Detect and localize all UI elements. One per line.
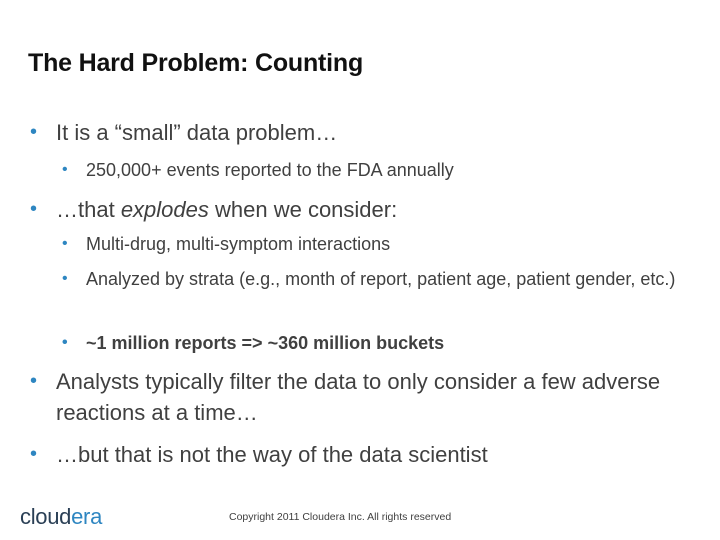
sub-bullet-buckets bbox=[62, 330, 702, 356]
bullet-dot: • bbox=[62, 270, 68, 287]
bullet-text: …but that is not the way of the data scientist bbox=[56, 442, 488, 467]
bullet-text-post: when we consider: bbox=[208, 197, 398, 222]
bullet-text: Analysts typically filter the data to only consider a few adverse reactions at a time… bbox=[56, 369, 661, 425]
bullet-small-data-problem bbox=[30, 117, 690, 148]
bullet-dot: • bbox=[30, 443, 38, 465]
bullet-text: ~1 million reports => ~360 million buckets bbox=[86, 333, 445, 353]
bullet-text: Multi-drug, multi-symptom interactions bbox=[86, 234, 391, 254]
sub-bullet-fda-events bbox=[62, 157, 702, 183]
slide-title: The Hard Problem: Counting bbox=[28, 49, 364, 77]
bullet-explodes bbox=[30, 194, 690, 225]
bullet-dot: • bbox=[30, 198, 38, 220]
bullet-dot: • bbox=[30, 121, 38, 143]
bullet-text-emphasis: explodes bbox=[120, 197, 209, 222]
bullet-data-scientist bbox=[30, 439, 690, 470]
bullet-dot: • bbox=[62, 235, 68, 252]
logo-part-era: era bbox=[71, 504, 103, 529]
logo-part-cloud: cloud bbox=[20, 504, 72, 529]
bullet-analysts-filter bbox=[30, 366, 690, 428]
bullet-dot: • bbox=[30, 370, 38, 392]
bullet-dot: • bbox=[62, 334, 68, 351]
sub-bullet-strata bbox=[62, 266, 702, 292]
copyright-notice: Copyright 2011 Cloudera Inc. All rights reserved bbox=[229, 511, 452, 523]
bullet-text: Analyzed by strata (e.g., month of report, patient age, patient gender, etc.) bbox=[86, 269, 676, 289]
bullet-text-pre: …that bbox=[56, 197, 121, 222]
sub-bullet-multi-drug bbox=[62, 231, 702, 257]
bullet-dot: • bbox=[62, 161, 68, 178]
cloudera-logo bbox=[20, 504, 102, 530]
bullet-text: It is a “small” data problem… bbox=[56, 120, 338, 145]
bullet-text: 250,000+ events reported to the FDA annually bbox=[86, 160, 454, 180]
